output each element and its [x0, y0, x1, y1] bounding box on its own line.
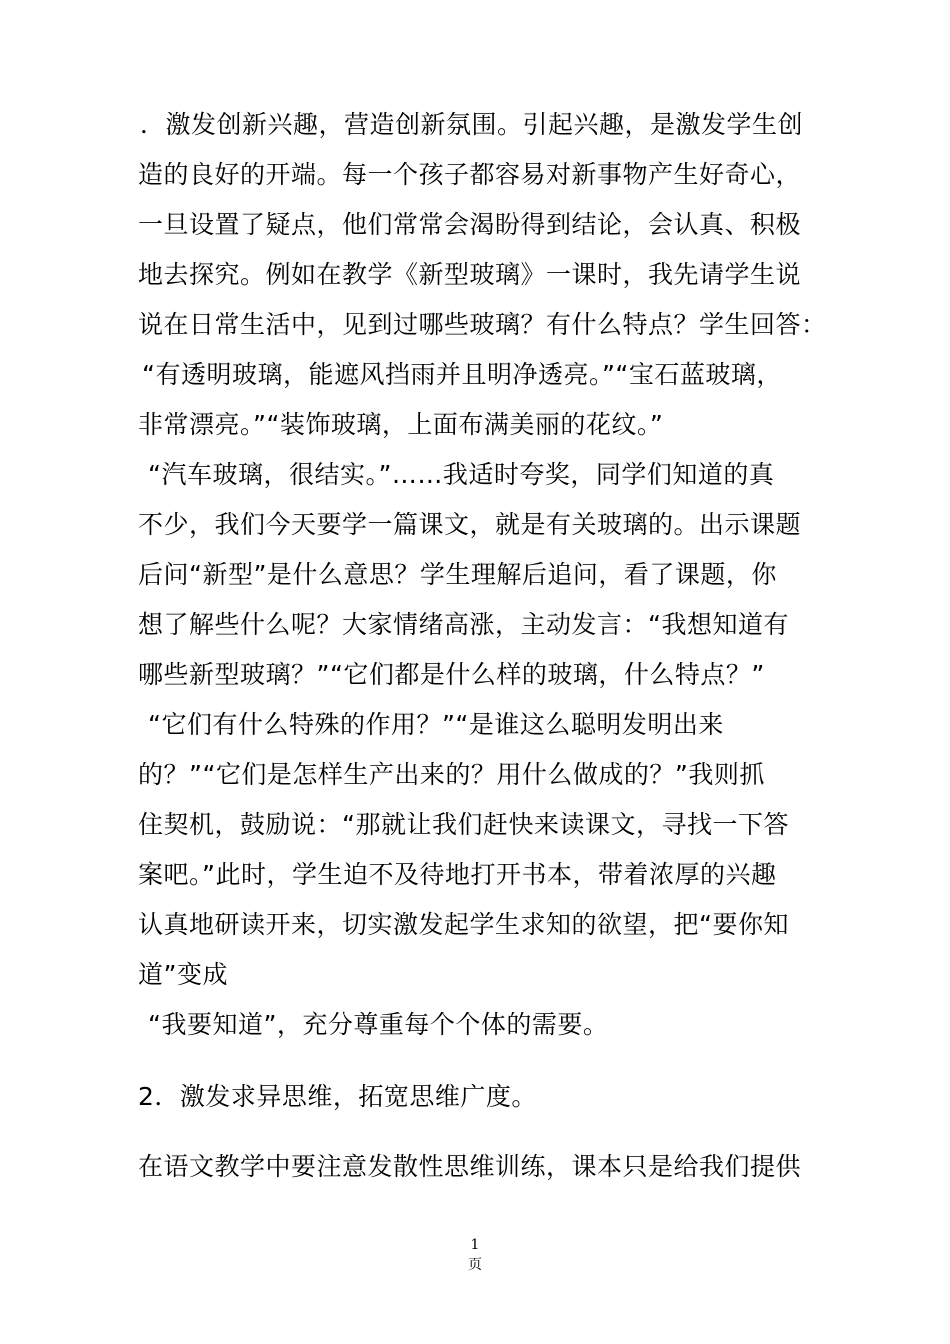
text-line: 一旦设置了疑点，他们常常会渴盼得到结论，会认真、积极 [138, 210, 802, 239]
text-line: “它们有什么特殊的作用？”“是谁这么聪明发明出来 [148, 710, 724, 739]
text-line: 的？”“它们是怎样生产出来的？用什么做成的？”我则抓 [138, 760, 765, 789]
page-unit: 页 [468, 1257, 482, 1273]
text-line: ．激发创新兴趣，营造创新氛围。引起兴趣，是激发学生创 [140, 110, 804, 139]
text-line: 住契机，鼓励说：“那就让我们赶快来读课文，寻找一下答 [138, 810, 789, 839]
text-line: 说在日常生活中，见到过哪些玻璃？有什么特点？学生回答： [138, 310, 827, 339]
text-line: “有透明玻璃，能遮风挡雨并且明净透亮。”“宝石蓝玻璃， [142, 360, 782, 389]
text-line: “我要知道”，充分尊重每个个体的需要。 [148, 1010, 609, 1039]
text-line: 道”变成 [138, 960, 228, 989]
text-line: 案吧。”此时，学生迫不及待地打开书本，带着浓厚的兴趣 [138, 860, 777, 889]
page-number: 1 [470, 1237, 480, 1253]
text-line: 后问“新型”是什么意思？学生理解后追问，看了课题，你 [138, 560, 777, 589]
text-line: 非常漂亮。”“装饰玻璃，上面布满美丽的花纹。” [138, 410, 664, 439]
text-line: 地去探究。例如在教学《新型玻璃》一课时，我先请学生说 [138, 260, 802, 289]
text-line: 想了解些什么呢？大家情绪高涨，主动发言：“我想知道有 [138, 610, 789, 639]
text-line: “汽车玻璃，很结实。”……我适时夸奖，同学们知道的真 [148, 460, 775, 489]
text-line: 在语文教学中要注意发散性思维训练，课本只是给我们提供 [138, 1152, 802, 1181]
text-line: 哪些新型玻璃？”“它们都是什么样的玻璃，什么特点？” [138, 660, 765, 689]
text-line: 造的良好的开端。每一个孩子都容易对新事物产生好奇心， [138, 160, 802, 189]
section-heading: 2．激发求异思维，拓宽思维广度。 [138, 1082, 537, 1111]
text-line: 认真地研读开来，切实激发起学生求知的欲望，把“要你知 [138, 910, 789, 939]
text-line: 不少，我们今天要学一篇课文，就是有关玻璃的。出示课题 [138, 510, 802, 539]
